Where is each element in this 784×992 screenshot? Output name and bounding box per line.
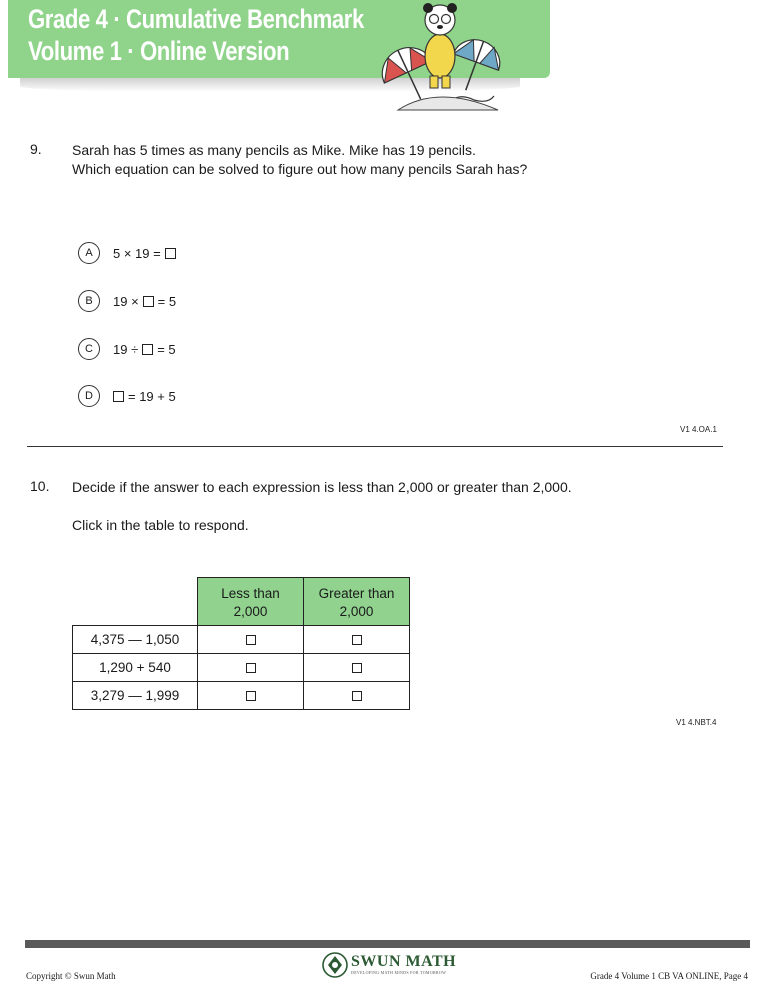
cell-less-than[interactable]: [198, 682, 304, 710]
choice-b-equation: [113, 294, 176, 309]
choice-c-equation: [113, 342, 176, 357]
choice-b-text-after: = 5: [157, 293, 177, 309]
table-row: [73, 626, 410, 654]
checkbox-icon[interactable]: [352, 635, 362, 645]
choice-d-text-after: = 19 + 5: [128, 388, 176, 404]
row-expression: 3,279 — 1,999: [73, 682, 198, 710]
choice-c-text-after: = 5: [157, 341, 176, 357]
choice-d-letter: D: [78, 385, 100, 407]
choice-d-equation: [113, 389, 176, 404]
choice-a-equation: [113, 246, 176, 261]
response-table: [72, 577, 410, 710]
header-title-line2: Volume 1 · Online Version: [28, 36, 290, 66]
col-header-greater-than: [304, 578, 410, 626]
footer-copyright: Copyright © Swun Math: [26, 971, 116, 981]
cell-greater-than[interactable]: [304, 682, 410, 710]
checkbox-icon[interactable]: [352, 663, 362, 673]
col-header-less-than: [198, 578, 304, 626]
swun-logo-icon: [322, 952, 348, 978]
choice-d[interactable]: [78, 384, 176, 408]
choice-b[interactable]: [78, 289, 176, 313]
question-9-standard: V1 4.OA.1: [680, 425, 717, 434]
panda-umbrella-mascot-icon: [378, 0, 508, 118]
choice-b-text-before: 19 ×: [113, 293, 139, 309]
table-row: [73, 654, 410, 682]
checkbox-icon[interactable]: [246, 691, 256, 701]
footer-page-info: Grade 4 Volume 1 CB VA ONLINE, Page 4: [590, 971, 748, 981]
table-row: [73, 682, 410, 710]
logo-name: SWUN MATH: [351, 953, 457, 970]
table-corner: [73, 578, 198, 626]
footer-bar: [25, 940, 750, 948]
question-9-number: 9.: [30, 141, 42, 157]
question-10-instruction: Click in the table to respond.: [72, 517, 249, 533]
cell-less-than[interactable]: [198, 626, 304, 654]
checkbox-icon[interactable]: [352, 691, 362, 701]
blank-box-icon: [143, 296, 154, 307]
checkbox-icon[interactable]: [246, 635, 256, 645]
blank-box-icon: [113, 391, 124, 402]
question-9-text-line1: Sarah has 5 times as many pencils as Mike. Mike has 19 pencils.: [72, 142, 476, 158]
col-header-less-than-line2: 2,000: [233, 603, 268, 619]
cell-greater-than[interactable]: [304, 626, 410, 654]
checkbox-icon[interactable]: [246, 663, 256, 673]
logo-tagline: DEVELOPING MATH MINDS FOR TOMORROW: [351, 970, 447, 975]
col-header-less-than-line1: Less than: [221, 585, 280, 601]
choice-c-letter: C: [78, 338, 100, 360]
choice-c-text-before: 19 ÷: [113, 341, 139, 357]
table-header-row: [73, 578, 410, 626]
logo-text: [351, 954, 456, 976]
question-divider: [27, 446, 723, 447]
col-header-greater-than-line2: 2,000: [339, 603, 374, 619]
header-title-line1: Grade 4 · Cumulative Benchmark: [28, 4, 364, 34]
choice-a-letter: A: [78, 242, 100, 264]
blank-box-icon: [142, 344, 153, 355]
question-10-number: 10.: [30, 478, 50, 494]
question-10-standard: V1 4.NBT.4: [676, 718, 717, 727]
swun-math-logo: [322, 952, 456, 978]
choice-a[interactable]: [78, 241, 176, 265]
blank-box-icon: [165, 248, 176, 259]
col-header-greater-than-line1: Greater than: [318, 585, 395, 601]
choice-b-letter: B: [78, 290, 100, 312]
cell-less-than[interactable]: [198, 654, 304, 682]
choice-c[interactable]: [78, 337, 176, 361]
choice-a-text-before: 5 × 19 =: [113, 245, 161, 261]
row-expression: 4,375 — 1,050: [73, 626, 198, 654]
question-10-text-line1: Decide if the answer to each expression is less than 2,000 or greater than 2,000.: [72, 479, 572, 495]
question-9-text-line2: Which equation can be solved to figure out how many pencils Sarah has?: [72, 161, 528, 177]
row-expression: 1,290 + 540: [73, 654, 198, 682]
cell-greater-than[interactable]: [304, 654, 410, 682]
